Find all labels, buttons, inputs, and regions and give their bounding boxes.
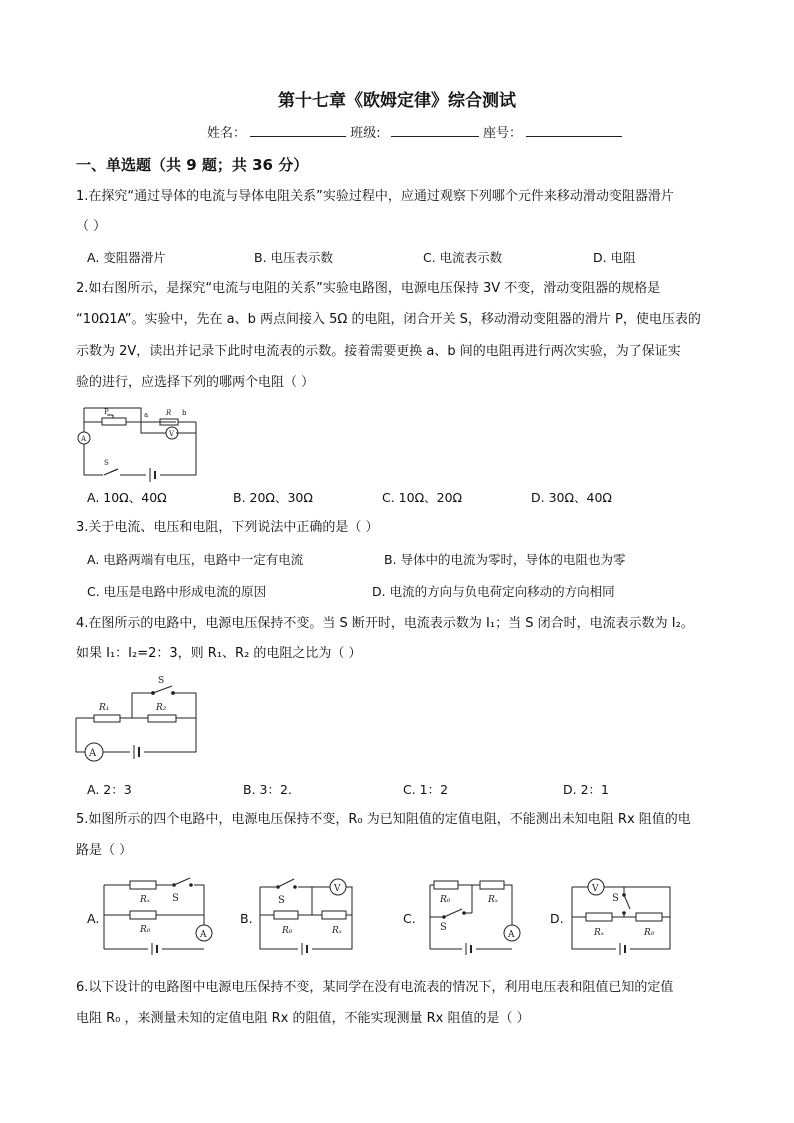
q2-label-a: a [144, 411, 149, 419]
q1-line2: （ ） [76, 219, 107, 234]
q1-option-b[interactable]: B. 电压表示数 [254, 250, 334, 265]
q5-figure-b-letter[interactable]: B. [240, 911, 253, 926]
q5d-resistor-rx [586, 913, 612, 921]
q3-option-a[interactable]: A. 电路两端有电压，电路中一定有电流 [87, 552, 304, 567]
class-label: 班级: [350, 126, 381, 141]
q5a-label-s: S [172, 893, 179, 904]
q1-line1: 1.在探究“通过导体的电流与导体电阻关系”实验过程中，应通过观察下列哪个元件来移动滑动变阻器滑片 [76, 189, 674, 204]
page-title: 第十七章《欧姆定律》综合测试 [278, 91, 516, 111]
q4-resistor-r1 [94, 715, 120, 722]
q2-line2: “10Ω1A”。实验中，先在 a、b 两点间接入 5Ω 的电阻，闭合开关 S，移动滑动变阻器的滑片 P，使电压表的 [76, 312, 701, 327]
q2-option-c[interactable]: C. 10Ω、20Ω [382, 490, 463, 505]
q4-line1: 4.在图所示的电路中，电源电压保持不变。当 S 断开时，电流表示数为 I₁；当 S 闭合时，电流表示数为 I₂。 [76, 616, 694, 631]
seat-blank[interactable] [526, 124, 622, 137]
q4-option-a[interactable]: A. 2：3 [87, 782, 132, 797]
q5c-switch-icon [444, 909, 462, 917]
q5b-label-rx: Rₓ [332, 926, 342, 936]
q5c-resistor-r0 [434, 881, 458, 889]
q5d-label-v: V [592, 884, 599, 894]
q5a-label-rx: Rₓ [140, 895, 150, 905]
q3-option-b[interactable]: B. 导体中的电流为零时，导体的电阻也为零 [384, 552, 626, 567]
q5-circuit-d [566, 877, 678, 953]
section-heading: 一、单选题（共 9 题；共 36 分） [76, 156, 309, 174]
q3-line1: 3.关于电流、电压和电阻，下列说法中正确的是（ ） [76, 520, 379, 535]
q1-option-d[interactable]: D. 电阻 [593, 250, 636, 265]
q5b-resistor-rx [322, 911, 346, 919]
q2-label-r: R [166, 409, 172, 417]
q5c-resistor-rx [480, 881, 504, 889]
q5-figure-d-letter[interactable]: D. [550, 911, 564, 926]
q3-option-c[interactable]: C. 电压是电路中形成电流的原因 [87, 584, 267, 599]
q5d-resistor-r0 [636, 913, 662, 921]
q1-option-c[interactable]: C. 电流表示数 [423, 250, 503, 265]
seat-label: 座号： [482, 126, 522, 141]
q5a-resistor-rx [130, 881, 156, 889]
q2-line1: 2.如右图所示，是探究“电流与电阻的关系”实验电路图，电源电压保持 3V 不变，滑动变阻器的规格是 [76, 281, 661, 296]
q5a-label-ammeter: A [200, 930, 207, 940]
q4-label-r1: R₁ [99, 703, 110, 713]
q5-figure-a-letter[interactable]: A. [87, 911, 100, 926]
q2-label-s: S [104, 459, 109, 467]
q5b-resistor-r0 [274, 911, 298, 919]
q2-label-v: V [169, 430, 175, 438]
name-label: 姓名： [207, 126, 247, 141]
student-info-line [207, 122, 622, 141]
q4-label-r2: R₂ [156, 703, 167, 713]
q5d-switch-icon [624, 895, 630, 909]
q6-line1: 6.以下设计的电路图中电源电压保持不变，某同学在没有电流表的情况下，利用电压表和阻值已知的定值 [76, 980, 674, 995]
q4-option-b[interactable]: B. 3：2. [243, 782, 292, 797]
q2-line3: 示数为 2V，读出并记录下此时电流表的示数。接着需要更换 a、b 间的电阻再进行两次实验，为了保证实 [76, 344, 681, 359]
q2-label-p: P [104, 408, 109, 416]
q6-line2: 电阻 R₀ ，来测量未知的定值电阻 Rx 的阻值，不能实现测量 Rx 阻值的是（ ） [76, 1011, 530, 1026]
q2-label-b: b [182, 409, 187, 417]
q4-label-ammeter: A [89, 748, 97, 759]
q5-line1: 5.如图所示的四个电路中，电源电压保持不变，R₀ 为已知阻值的定值电阻，不能测出未知电阻 Rx 阻值的电 [76, 812, 691, 827]
q5a-label-r0: R₀ [140, 925, 151, 935]
q5d-label-s: S [612, 893, 619, 904]
q5-line2: 路是（ ） [76, 843, 133, 858]
q5-figure-c-letter[interactable]: C. [403, 911, 416, 926]
q4-option-c[interactable]: C. 1：2 [403, 782, 449, 797]
q4-circuit-diagram [74, 675, 200, 759]
q2-option-a[interactable]: A. 10Ω、40Ω [87, 490, 167, 505]
q2-rheostat-resistor [102, 418, 126, 425]
q3-option-d[interactable]: D. 电流的方向与负电荷定向移动的方向相同 [372, 584, 615, 599]
q5b-label-r0: R₀ [282, 926, 293, 936]
q5c-label-ammeter: A [508, 930, 515, 940]
q2-circuit-diagram [76, 402, 202, 478]
q5-circuit-b [254, 877, 358, 953]
q2-label-ammeter: A [81, 435, 87, 443]
q5b-label-v: V [334, 884, 341, 894]
q4-option-d[interactable]: D. 2：1 [563, 782, 609, 797]
q4-label-s: S [158, 676, 165, 686]
q5-circuit-c [420, 877, 526, 953]
q5d-label-r0: R₀ [644, 928, 655, 938]
q2-option-d[interactable]: D. 30Ω、40Ω [531, 490, 612, 505]
q5-circuit-a [100, 877, 218, 953]
q1-option-a[interactable]: A. 变阻器滑片 [87, 250, 166, 265]
q5d-label-rx: Rₓ [594, 928, 604, 938]
q4-resistor-r2 [148, 715, 176, 722]
class-blank[interactable] [391, 124, 479, 137]
q2-option-b[interactable]: B. 20Ω、30Ω [233, 490, 313, 505]
q4-line2: 如果 I₁：I₂=2：3，则 R₁、R₂ 的电阻之比为（ ） [76, 646, 362, 661]
q2-line4: 验的进行，应选择下列的哪两个电阻（ ） [76, 375, 315, 390]
q5b-label-s: S [278, 895, 285, 906]
q5c-label-s: S [440, 922, 447, 933]
q5a-resistor-r0 [130, 911, 156, 919]
q5c-label-r0: R₀ [440, 895, 451, 905]
q5c-label-rx: Rₓ [488, 895, 498, 905]
name-blank[interactable] [250, 124, 346, 137]
